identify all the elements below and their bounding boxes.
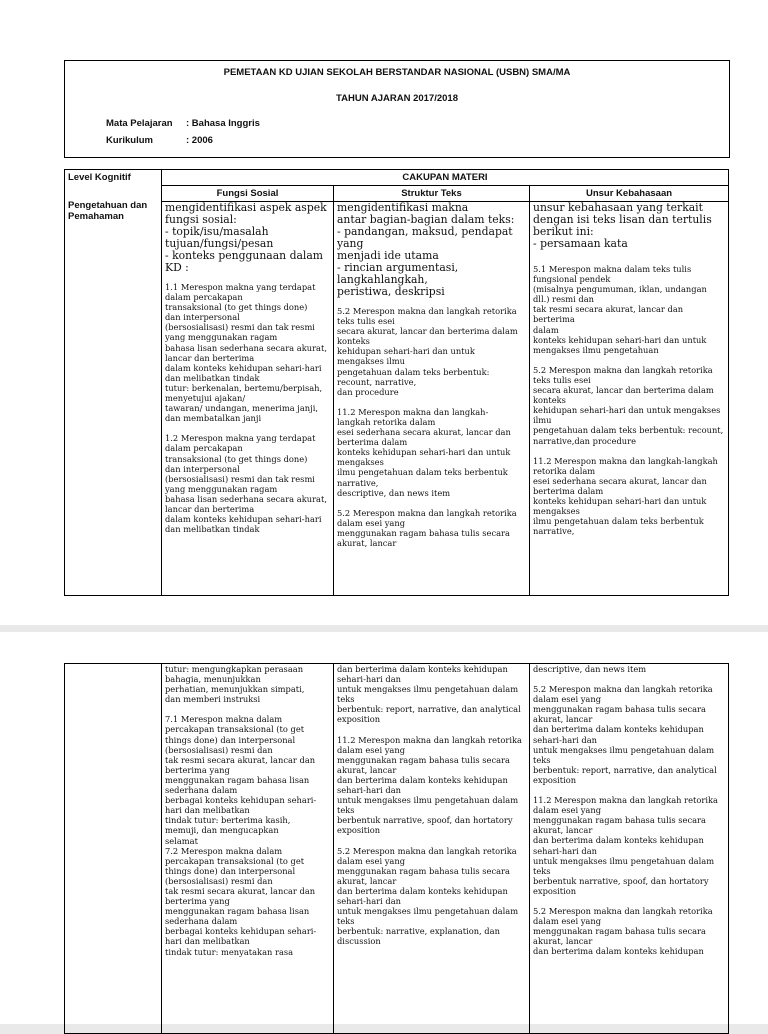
text-line — [337, 498, 526, 508]
text-line: dan berterima dalam konteks kehidupan — [337, 774, 508, 785]
curriculum-value: : 2006 — [186, 135, 213, 146]
text-line: menggunakan ragam bahasa tulis secara — [533, 704, 706, 715]
academic-year: TAHUN AJARAN 2017/2018 — [336, 93, 458, 104]
text-line: mengakses — [337, 457, 384, 468]
text-line — [337, 836, 526, 846]
text-line: 5.1 Merespon makna dalam teks tulis — [533, 264, 692, 274]
text-line: 1.1 Merespon makna yang terdapat — [165, 282, 316, 292]
text-line: untuk mengakses ilmu pengetahuan dalam — [337, 684, 519, 695]
fungsi-sosial-header: Fungsi Sosial — [162, 186, 334, 202]
text-line: exposition — [337, 714, 381, 725]
text-line: things done) dan interpersonal — [165, 865, 296, 876]
text-line: berterima dalam — [533, 485, 604, 496]
level-cell-continued — [65, 664, 162, 1034]
text-line: dan melibatkan tindak — [165, 372, 260, 383]
text-line: menggunakan ragam bahasa tulis secara — [533, 815, 706, 826]
text-line: hari dan melibatkan — [165, 936, 250, 947]
text-line: berterima yang — [165, 764, 230, 775]
text-line: (bersosialisasi) resmi dan tak resmi — [165, 322, 315, 333]
text-line: bahagia, menunjukkan — [165, 674, 261, 685]
level-kognitif-header: Level Kognitif — [68, 172, 131, 183]
text-line: dalam — [533, 324, 559, 335]
text-line: memuji, dan mengucapkan — [165, 825, 279, 836]
text-line: menggunakan ragam bahasa tulis secara — [533, 926, 706, 937]
text-line: teks — [533, 865, 551, 876]
text-line: berbentuk: report, narrative, dan analytical — [337, 704, 521, 715]
text-line: tindak tutur: menyatakan rasa — [165, 946, 294, 957]
text-line: 5.2 Merespon makna dan langkah retorika — [533, 905, 713, 916]
text-line: dalam konteks kehidupan sehari-hari — [165, 514, 322, 525]
text-line: menjadi ide utama — [337, 249, 439, 262]
text-line: percakapan transaksional (to get — [165, 855, 305, 866]
text-line: narrative, — [337, 477, 379, 488]
subject-line — [106, 118, 260, 129]
text-line: teks — [337, 805, 355, 816]
text-line: 11.2 Merespon makna dan langkah- — [337, 406, 489, 417]
subject-value: : Bahasa Inggris — [186, 118, 260, 129]
text-line: percakapan transaksional (to get — [165, 724, 305, 735]
unsur-kebahasaan-cell — [530, 202, 729, 596]
text-line: dan berterima dalam konteks kehidupan — [337, 664, 508, 674]
text-line: sehari-hari dan — [533, 734, 598, 745]
text-line: berbagai konteks kehidupan sehari- — [165, 795, 317, 806]
text-line: lancar dan berterima — [165, 352, 255, 363]
text-line: unsur kebahasaan yang terkait — [533, 201, 703, 214]
fungsi-sosial-cell — [162, 202, 334, 596]
text-line: fungsi sosial: — [165, 213, 237, 226]
text-line: 5.2 Merespon makna dan langkah retorika — [337, 507, 517, 518]
document-title: PEMETAAN KD UJIAN SEKOLAH BERSTANDAR NASIONAL (USBN) SMA/MA — [223, 67, 571, 78]
text-line: ilmu pengetahuan dalam teks berbentuk — [533, 516, 704, 527]
text-line: dalam esei yang — [533, 805, 602, 816]
text-line: kehidupan sehari-hari dan untuk mengakses — [533, 405, 721, 416]
text-line: descriptive, dan news item — [337, 487, 451, 498]
fungsi-sosial-cell-continued — [162, 664, 334, 1034]
text-line: menggunakan ragam bahasa lisan — [165, 906, 310, 917]
text-line: exposition — [337, 825, 381, 836]
text-line: exposition — [533, 774, 577, 785]
text-line: akurat, lancar — [337, 764, 397, 775]
text-line: 11.2 Merespon makna dan langkah retorika — [533, 795, 718, 806]
text-line: teks tulis esei — [337, 316, 395, 327]
mapping-table-page-1 — [64, 169, 729, 596]
text-line — [533, 355, 725, 365]
text-line: tujuan/fungsi/pesan — [165, 237, 274, 250]
text-line: akurat, lancar — [533, 714, 593, 725]
text-line: berbentuk: report, narrative, dan analytical — [533, 764, 717, 775]
text-line — [337, 725, 526, 735]
text-line: berbagai konteks kehidupan sehari- — [165, 926, 317, 937]
text-line — [337, 397, 526, 407]
text-line: tutur: mengungkapkan perasaan — [165, 664, 304, 674]
text-line: (misalnya pengumuman, iklan, undangan — [533, 284, 707, 295]
text-line: dan berterima dalam konteks kehidupan — [533, 946, 704, 957]
text-line: peristiwa, deskripsi — [337, 285, 445, 298]
text-line: konteks kehidupan sehari-hari dan untuk — [337, 447, 511, 458]
text-line: menggunakan ragam bahasa lisan — [165, 774, 310, 785]
text-line: perhatian, menunjukkan simpati, — [165, 684, 305, 695]
text-line: 5.2 Merespon makna dan langkah retorika — [337, 845, 517, 856]
text-line — [165, 423, 330, 433]
text-line: untuk mengakses ilmu pengetahuan dalam — [337, 795, 519, 806]
text-line: transaksional (to get things done) — [165, 453, 308, 464]
text-line: menggunakan ragam bahasa tulis secara — [337, 754, 510, 765]
text-line: dan memberi instruksi — [165, 694, 261, 705]
text-line: dalam konteks kehidupan sehari-hari — [165, 362, 322, 373]
curriculum-label: Kurikulum — [106, 135, 153, 146]
text-line: tak resmi secara akurat, lancar dan — [165, 754, 316, 765]
text-line: recount, narrative, — [337, 376, 417, 387]
text-line: sederhana dalam — [165, 785, 238, 796]
text-line: tak resmi secara akurat, lancar dan berterima — [533, 304, 684, 325]
text-line: bahasa lisan sederhana secara akurat, — [165, 493, 327, 504]
text-line: 5.2 Merespon makna dan langkah retorika — [533, 364, 713, 375]
text-line: esei sederhana secara akurat, lancar dan — [533, 475, 707, 486]
text-line: narrative,dan procedure — [533, 435, 636, 446]
level-value: Pengetahuan dan Pemahaman — [68, 200, 148, 222]
text-line: 11.2 Merespon makna dan langkah retorika — [337, 734, 522, 745]
curriculum-line — [106, 135, 213, 146]
text-line: dan melibatkan tindak — [165, 524, 260, 535]
text-line: ilmu pengetahuan dalam teks berbentuk — [337, 467, 508, 478]
text-line: dan berterima dalam konteks kehidupan — [533, 835, 704, 846]
text-line: mengidentifikasi aspek aspek — [165, 201, 327, 214]
text-line: konteks kehidupan sehari-hari dan untuk — [533, 334, 707, 345]
document-page-2 — [0, 632, 768, 1024]
text-line: dalam esei yang — [337, 855, 406, 866]
text-line: descriptive, dan news item — [533, 664, 647, 674]
text-line — [533, 674, 725, 684]
text-line: untuk mengakses ilmu pengetahuan dalam — [533, 744, 715, 755]
text-line: dan berterima dalam konteks kehidupan — [337, 885, 508, 896]
text-line: dan procedure — [337, 386, 399, 397]
text-line: kehidupan sehari-hari dan untuk — [337, 346, 475, 357]
text-line: teks tulis esei — [533, 374, 591, 385]
text-line: transaksional (to get things done) — [165, 302, 308, 313]
text-line: yang menggunakan ragam — [165, 332, 278, 343]
text-line: dalam esei yang — [533, 694, 602, 705]
text-line: - konteks penggunaan dalam KD : — [165, 249, 324, 274]
text-line: dalam esei yang — [337, 517, 406, 528]
text-line: antar bagian-bagian dalam teks: — [337, 213, 515, 226]
struktur-teks-cell — [334, 202, 530, 596]
text-line: things done) dan interpersonal — [165, 734, 296, 745]
text-line — [165, 704, 330, 714]
text-line: exposition — [533, 885, 577, 896]
text-line: tindak tutur: berterima kasih, — [165, 815, 291, 826]
text-line: menggunakan ragam bahasa tulis secara — [337, 527, 510, 538]
mapping-table-page-2 — [64, 663, 729, 1034]
text-line: (bersosialisasi) resmi dan tak resmi — [165, 473, 315, 484]
text-line: dan interpersonal — [165, 312, 240, 323]
text-line: secara akurat, lancar dan berterima dalam — [533, 385, 714, 396]
text-line: dalam percakapan — [165, 443, 243, 454]
text-line: teks — [533, 754, 551, 765]
text-line — [533, 896, 725, 906]
text-line: akurat, lancar — [533, 936, 593, 947]
text-line: 5.2 Merespon makna dan langkah retorika — [533, 684, 713, 695]
text-line: dan membatalkan janji — [165, 413, 262, 424]
text-line: - persamaan kata — [533, 237, 628, 250]
text-line: sederhana dalam — [165, 916, 238, 927]
text-line: menyetujui ajakan/ — [165, 393, 246, 404]
text-line: akurat, lancar — [337, 537, 397, 548]
text-line: dan interpersonal — [165, 463, 240, 474]
text-line: yang menggunakan ragam — [165, 483, 278, 494]
text-line: konteks — [337, 336, 370, 347]
text-line: ilmu — [533, 415, 552, 426]
text-line: narrative, — [533, 526, 575, 537]
text-line: discussion — [337, 936, 381, 947]
text-line: konteks — [533, 395, 566, 406]
text-line: sehari-hari dan — [337, 895, 402, 906]
text-line: untuk mengakses ilmu pengetahuan dalam — [533, 855, 715, 866]
text-line: menggunakan ragam bahasa tulis secara — [337, 865, 510, 876]
text-line: 7.2 Merespon makna dalam — [165, 845, 283, 856]
text-line: berikut ini: — [533, 225, 594, 238]
text-line: langkah retorika dalam — [337, 416, 436, 427]
text-line: akurat, lancar — [533, 825, 593, 836]
struktur-teks-cell-continued — [334, 664, 530, 1034]
text-line: dan berterima dalam konteks kehidupan — [533, 724, 704, 735]
text-line: berbentuk: narrative, explanation, dan — [337, 926, 500, 937]
text-line: konteks kehidupan sehari-hari dan untuk — [533, 495, 707, 506]
text-line: hari dan melibatkan — [165, 805, 250, 816]
text-line: teks — [337, 694, 355, 705]
text-line: - topik/isu/masalah — [165, 225, 269, 238]
text-line: tawaran/ undangan, menerima janji, — [165, 403, 319, 414]
text-line: tak resmi secara akurat, lancar dan — [165, 885, 316, 896]
text-line: dalam percakapan — [165, 292, 243, 303]
text-line: mengakses ilmu — [337, 356, 405, 367]
text-line: dalam esei yang — [337, 744, 406, 755]
text-line: mengakses — [533, 506, 580, 517]
text-line: 5.2 Merespon makna dan langkah retorika — [337, 306, 517, 316]
text-line: berterima yang — [165, 896, 230, 907]
text-line: - pandangan, maksud, pendapat yang — [337, 225, 513, 250]
text-line: secara akurat, lancar dan berterima dalam — [337, 326, 518, 337]
subject-label: Mata Pelajaran — [106, 118, 173, 129]
unsur-kebahasaan-cell-continued — [530, 664, 729, 1034]
text-line: - rincian argumentasi, langkahlangkah, — [337, 261, 459, 286]
text-line: sehari-hari dan — [337, 674, 402, 685]
text-line: lancar dan berterima — [165, 503, 255, 514]
text-line: mengidentifikasi makna — [337, 201, 469, 214]
unsur-kebahasaan-header: Unsur Kebahasaan — [530, 186, 729, 202]
text-line: dll.) resmi dan — [533, 294, 595, 305]
text-line: berbentuk narrative, spoof, dan hortatory — [337, 815, 513, 826]
text-line: mengakses ilmu pengetahuan — [533, 344, 659, 355]
struktur-teks-header: Struktur Teks — [334, 186, 530, 202]
text-line: 7.1 Merespon makna dalam — [165, 714, 283, 725]
text-line: sehari-hari dan — [337, 785, 402, 796]
text-line: teks — [337, 916, 355, 927]
text-line: selamat — [165, 835, 198, 846]
text-line: untuk mengakses ilmu pengetahuan dalam — [337, 906, 519, 917]
text-line: (bersosialisasi) resmi dan — [165, 875, 273, 886]
text-line — [533, 785, 725, 795]
text-line — [533, 446, 725, 456]
text-line: berterima dalam — [337, 437, 408, 448]
text-line: esei sederhana secara akurat, lancar dan — [337, 427, 511, 438]
text-line: pengetahuan dalam teks berbentuk: recount, — [533, 425, 724, 436]
text-line: sehari-hari dan — [533, 845, 598, 856]
text-line: 11.2 Merespon makna dan langkah-langkah — [533, 455, 718, 466]
text-line: berbentuk narrative, spoof, dan hortatory — [533, 875, 709, 886]
text-line: dengan isi teks lisan dan tertulis — [533, 213, 712, 226]
text-line: (bersosialisasi) resmi dan — [165, 744, 273, 755]
document-header-box — [64, 60, 730, 158]
text-line: tutur: berkenalan, bertemu/berpisah, — [165, 382, 323, 393]
text-line: bahasa lisan sederhana secara akurat, — [165, 342, 327, 353]
text-line: 1.2 Merespon makna yang terdapat — [165, 433, 316, 444]
cakupan-materi-header: CAKUPAN MATERI — [162, 170, 729, 186]
text-line: pengetahuan dalam teks berbentuk: — [337, 366, 490, 377]
text-line: akurat, lancar — [337, 875, 397, 886]
text-line: retorika dalam — [533, 465, 596, 476]
text-line: fungsional pendek — [533, 274, 611, 285]
text-line: dalam esei yang — [533, 916, 602, 927]
